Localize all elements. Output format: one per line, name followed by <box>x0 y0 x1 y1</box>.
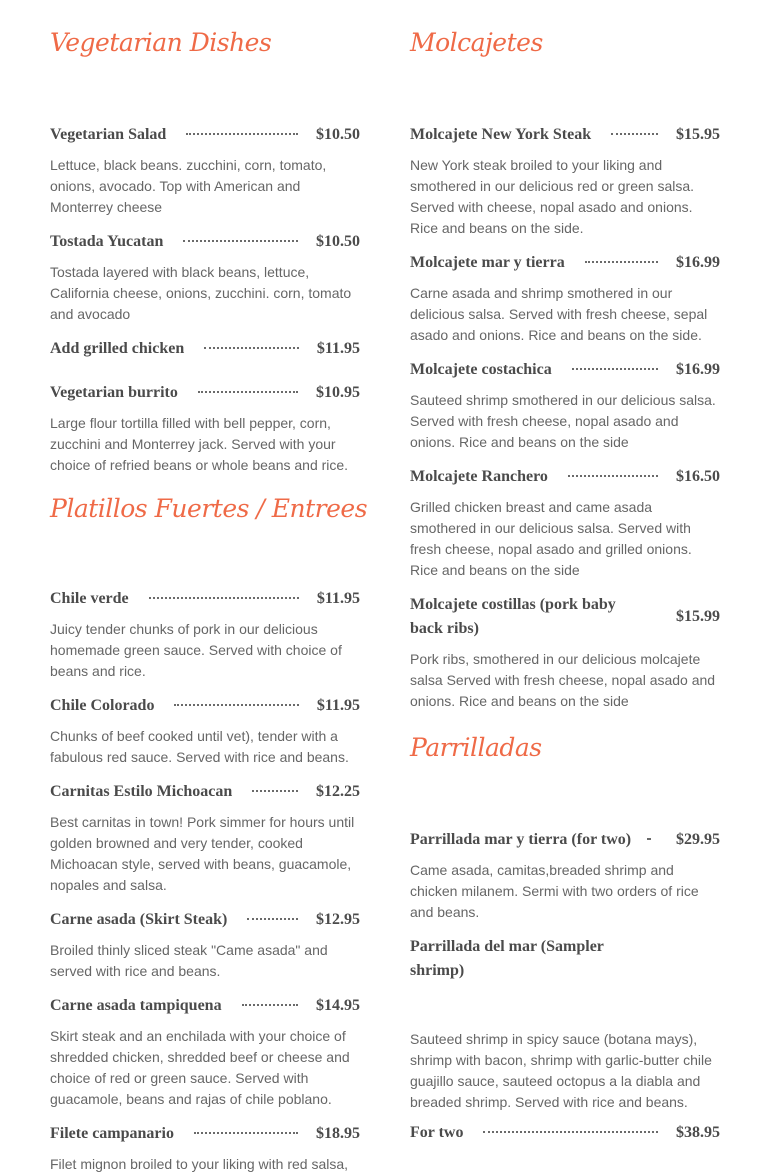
item-name: Molcajete costachica <box>410 361 552 378</box>
item-name: Chile Colorado <box>50 697 155 714</box>
item-price: $11.95 <box>316 697 360 714</box>
item-name: Carne asada (Skirt Steak) <box>50 911 228 928</box>
menu-item <box>50 587 360 682</box>
dot-leader <box>194 1132 298 1134</box>
menu-item <box>50 694 360 768</box>
menu-item <box>50 230 360 325</box>
item-name: Carne asada tampiquena <box>50 997 222 1014</box>
menu-item <box>50 381 360 476</box>
item-price: $16.99 <box>676 361 720 378</box>
item-name: Filete campanario <box>50 1125 174 1142</box>
item-description: Sauteed shrimp smothered in our delicious salsa. Served with fresh cheese, nopal asado and onions. Rice and beans on the side <box>410 392 716 450</box>
menu-item <box>410 358 720 453</box>
item-description: Filet mignon broiled to your liking with red salsa, <box>50 1156 349 1172</box>
menu-item <box>50 908 360 982</box>
item-price: $12.25 <box>316 783 360 800</box>
menu-item <box>410 1121 720 1145</box>
item-description: Chunks of beef cooked until vet), tender with a fabulous red sauce. Served with rice and beans. <box>50 728 349 765</box>
item-description: Skirt steak and an enchilada with your choice of shredded chicken, shredded beef or cheese and choice of red or green sauce. Served with guacamole, beans and rajas of chile poblano. <box>50 1028 350 1107</box>
item-description: Lettuce, black beans. zucchini, corn, tomato, onions, avocado. Top with American and Monterrey cheese <box>50 157 327 215</box>
item-name: Vegetarian Salad <box>50 126 167 143</box>
item-price: $29.95 <box>676 831 720 848</box>
dot-leader <box>647 838 651 840</box>
menu-item <box>410 251 720 346</box>
item-price: $11.95 <box>316 340 360 357</box>
item-description: Juicy tender chunks of pork in our delicious homemade green sauce. Served with choice of beans and rice. <box>50 621 342 679</box>
item-name: Parrillada mar y tierra (for two) <box>410 831 632 848</box>
item-name: Chile verde <box>50 590 129 607</box>
menu-item <box>50 780 360 896</box>
menu-item <box>410 935 720 1113</box>
menu-item <box>50 123 360 218</box>
item-price: $10.50 <box>316 233 360 250</box>
item-name: For two <box>410 1124 464 1141</box>
item-price: $11.95 <box>316 590 360 607</box>
item-name: Parrillada del mar (Sampler shrimp) <box>410 938 604 979</box>
dot-leader <box>585 261 658 263</box>
item-name: Molcajete Ranchero <box>410 468 548 485</box>
item-price: $14.95 <box>316 997 360 1014</box>
item-description: Came asada, camitas,breaded shrimp and chicken milanem. Sermi with two orders of rice and beans. <box>410 862 699 920</box>
item-description: Large flour tortilla filled with bell pepper, corn, zucchini and Monterrey jack. Served with your choice of refried beans or whole beans and rice. <box>50 415 349 473</box>
dot-leader <box>186 133 298 135</box>
section-title-vegetarian: Vegetarian Dishes <box>50 28 272 57</box>
section-title-parrilladas: Parrilladas <box>410 733 542 762</box>
item-price: $18.95 <box>316 1125 360 1142</box>
item-price: $10.50 <box>316 126 360 143</box>
menu-item <box>50 337 360 361</box>
menu-item <box>50 1122 360 1175</box>
item-price: $16.99 <box>676 254 720 271</box>
item-description: Sauteed shrimp in spicy sauce (botana mays), shrimp with bacon, shrimp with garlic-butter chile guajillo sauce, sauteed octopus a la diabla and breaded shrimp. Served with rice and beans. <box>410 1031 712 1110</box>
item-name: Add grilled chicken <box>50 340 185 357</box>
item-description: Carne asada and shrimp smothered in our delicious salsa. Served with fresh cheese, sepal asado and onions. Rice and beans on the side. <box>410 285 708 343</box>
item-price: $12.95 <box>316 911 360 928</box>
menu-item <box>410 593 720 712</box>
section-title-entrees: Platillos Fuertes / Entrees <box>50 494 368 523</box>
dot-leader <box>611 133 658 135</box>
section-title-molcajetes: Molcajetes <box>410 28 543 57</box>
item-description: Grilled chicken breast and came asada smothered in our delicious salsa. Served with fresh cheese, nopal asado and grilled onions. Rice and beans on the side <box>410 499 692 578</box>
item-price: $38.95 <box>676 1124 720 1141</box>
dot-leader <box>572 368 658 370</box>
item-price: $10.95 <box>316 384 360 401</box>
item-name: Carnitas Estilo Michoacan <box>50 783 233 800</box>
dot-leader <box>252 790 298 792</box>
dot-leader <box>149 597 299 599</box>
menu-item <box>410 123 720 239</box>
item-name: Vegetarian burrito <box>50 384 178 401</box>
item-price: $15.95 <box>676 126 720 143</box>
dot-leader <box>242 1004 298 1006</box>
menu-item <box>410 465 720 581</box>
item-description: Broiled thinly sliced steak "Came asada" and served with rice and beans. <box>50 942 328 979</box>
item-description: Tostada layered with black beans, lettuce, California cheese, onions, zucchini. corn, tomato and avocado <box>50 264 352 322</box>
item-name: Tostada Yucatan <box>50 233 164 250</box>
item-price: $16.50 <box>676 468 720 485</box>
menu-item <box>410 828 720 923</box>
dot-leader <box>204 347 299 349</box>
item-description: New York steak broiled to your liking and smothered in our delicious red or green salsa. Served with cheese, nopal asado and onions. Rice and beans on the side. <box>410 157 695 236</box>
menu-item <box>50 994 360 1110</box>
dot-leader <box>198 391 298 393</box>
item-description: Best carnitas in town! Pork simmer for hours until golden browned and very tender, cooked Michoacan style, served with beans, guacamole, nopales and salsa. <box>50 814 355 893</box>
item-name: Molcajete costillas (pork baby back ribs) <box>410 596 616 637</box>
dot-leader <box>174 704 298 706</box>
item-name: Molcajete mar y tierra <box>410 254 565 271</box>
item-name: Molcajete New York Steak <box>410 126 592 143</box>
item-description: Pork ribs, smothered in our delicious molcajete salsa Served with fresh cheese, nopal asado and onions. Rice and beans on the side <box>410 651 716 709</box>
dot-leader <box>183 240 298 242</box>
item-price: $15.99 <box>676 608 720 625</box>
dot-leader <box>247 918 298 920</box>
dot-leader <box>568 475 658 477</box>
dot-leader <box>483 1131 658 1133</box>
